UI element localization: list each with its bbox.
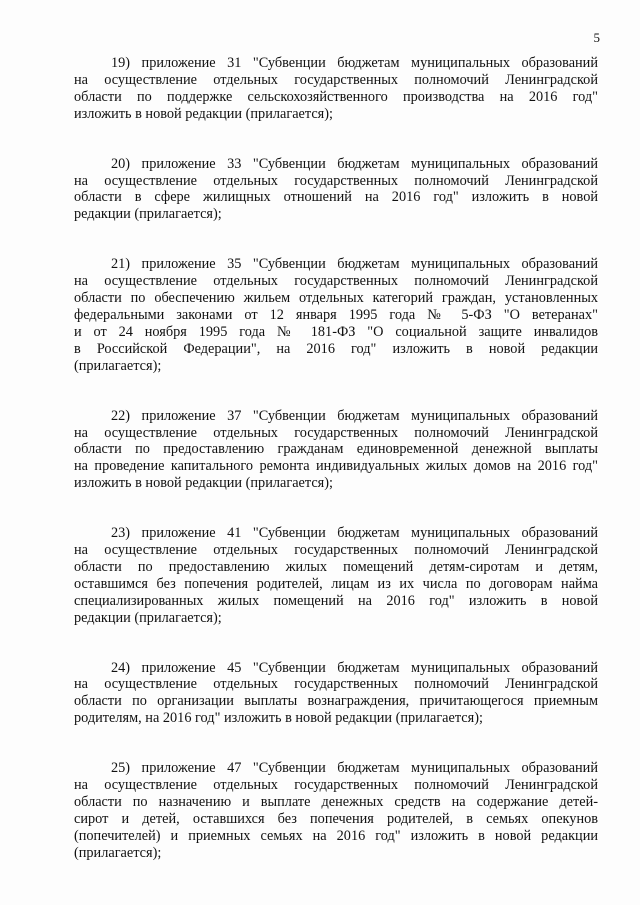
item-line: и от 24 ноября 1995 года № 181-ФЗ "О социальной защите инвалидов (74, 323, 598, 340)
item-line: области по предоставлению гражданам единовременной денежной выплаты (74, 441, 598, 458)
item-line: сирот и детей, оставшихся без попечения родителей, в семьях опекунов (74, 810, 598, 827)
item-line: редакции (прилагается); (74, 609, 222, 626)
item-line: на осуществление отдельных государственных полномочий Ленинградской (74, 172, 598, 189)
item-line: области по обеспечению жильем отдельных категорий граждан, установленных (74, 290, 598, 307)
list-item-25 (74, 760, 598, 861)
item-line: на осуществление отдельных государственных полномочий Ленинградской (74, 424, 598, 441)
item-line: на осуществление отдельных государственных полномочий Ленинградской (74, 676, 598, 693)
item-line: на осуществление отдельных государственных полномочий Ленинградской (74, 273, 598, 290)
item-line: 24) приложение 45 "Субвенции бюджетам муниципальных образований (111, 659, 598, 676)
item-line: 23) приложение 41 "Субвенции бюджетам муниципальных образований (111, 525, 598, 542)
item-line: области по организации выплаты вознаграждения, причитающегося приемным (74, 693, 598, 710)
item-line: 21) приложение 35 "Субвенции бюджетам муниципальных образований (111, 256, 598, 273)
list-item-22 (74, 408, 598, 493)
item-line: оставшимся без попечения родителей, лицам из их числа по договорам найма (74, 575, 598, 592)
item-line: 25) приложение 47 "Субвенции бюджетам муниципальных образований (111, 760, 598, 777)
item-line: на проведение капитального ремонта индивидуальных жилых домов на 2016 год" (74, 458, 598, 475)
page-number: 5 (593, 30, 600, 45)
item-line: на осуществление отдельных государственных полномочий Ленинградской (74, 777, 598, 794)
item-line: федеральными законами от 12 января 1995 года № 5-ФЗ "О ветеранах" (74, 306, 598, 323)
document-body (74, 55, 598, 862)
item-line: области по поддержке сельскохозяйственного производства на 2016 год" (74, 88, 598, 105)
item-line: области по предоставлению жилых помещений детям-сиротам и детям, (74, 558, 598, 575)
item-line: 22) приложение 37 "Субвенции бюджетам муниципальных образований (111, 407, 598, 424)
list-item-20 (74, 156, 598, 224)
item-line: области в сфере жилищных отношений на 2016 год" изложить в новой (74, 189, 598, 206)
item-line: изложить в новой редакции (прилагается); (74, 105, 333, 122)
item-line: 19) приложение 31 "Субвенции бюджетам муниципальных образований (111, 55, 598, 71)
item-line: (прилагается); (74, 844, 162, 861)
item-line: в Российской Федерации", на 2016 год" изложить в новой редакции (74, 340, 598, 357)
item-line: специализированных жилых помещений на 2016 год" изложить в новой (74, 592, 598, 609)
list-item-24 (74, 660, 598, 728)
list-item-23 (74, 525, 598, 626)
item-line: родителям, на 2016 год" изложить в новой редакции (прилагается); (74, 710, 483, 727)
list-item-19 (74, 55, 598, 123)
item-line: редакции (прилагается); (74, 206, 222, 223)
list-item-21 (74, 256, 598, 374)
item-line: на осуществление отдельных государственных полномочий Ленинградской (74, 542, 598, 559)
item-line: (прилагается); (74, 357, 162, 374)
item-line: 20) приложение 33 "Субвенции бюджетам муниципальных образований (111, 155, 598, 172)
item-line: (попечителей) и приемных семьях на 2016 год" изложить в новой редакции (74, 827, 598, 844)
item-line: изложить в новой редакции (прилагается); (74, 475, 333, 492)
item-line: области по назначению и выплате денежных средств на содержание детей- (74, 794, 598, 810)
item-line: на осуществление отдельных государственных полномочий Ленинградской (74, 71, 598, 88)
